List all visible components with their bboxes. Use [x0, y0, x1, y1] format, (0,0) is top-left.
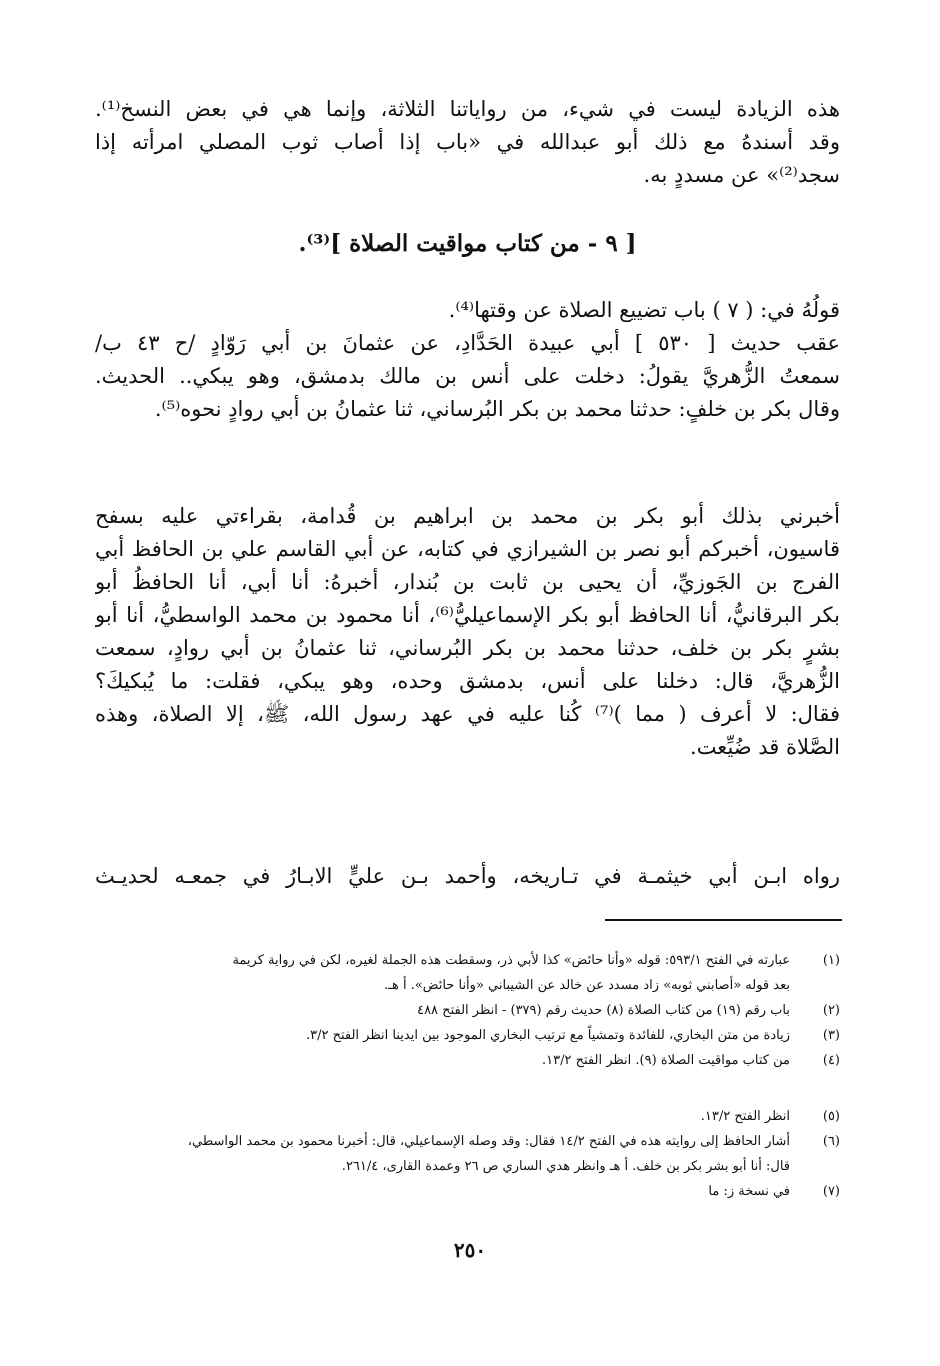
paragraph-2: [95, 294, 840, 426]
footnote: [95, 1048, 840, 1073]
footnote: [95, 1179, 840, 1204]
paragraph-1: [95, 93, 840, 192]
page-number: ٢٥٠: [453, 1238, 487, 1262]
footnote-number: (١): [822, 953, 840, 968]
footnote-number: (٥): [822, 1109, 840, 1124]
text-line: سمعتُ الزُّهريَّ يقولُ: دخلت على أنس بن مالك بدمشق، وهو يبكي.. الحديث.: [95, 364, 840, 388]
footnote-text: من كتاب مواقيت الصلاة (٩). انظر الفتح ١٣/٢.: [542, 1053, 790, 1068]
text-line: الفرج بن الجَوزيِّ، أن يحيى بن ثابت بن بُندار، أخبرهُ: أنا أبي، أنا الحافظُ أبو: [95, 570, 840, 594]
footnote-number: (٦): [822, 1134, 840, 1149]
footnote-number: (٤): [822, 1053, 840, 1068]
text-line: فقال: لا أعرف ( مما )⁽⁷⁾ كُنا عليه في عهد رسول الله، ﷺ، إلا الصلاة، وهذه: [95, 702, 840, 726]
footnote: [95, 1023, 840, 1048]
footnote-text: انظر الفتح ١٣/٢.: [700, 1109, 790, 1124]
footnote: [95, 998, 840, 1023]
footnote-text: قال: أنا أبو بشر بكر بن خلف. أ هـ وانظر هدي الساري ص ٢٦ وعمدة القارى، ٢٦١/٤.: [341, 1159, 790, 1174]
text-line: أخبرني بذلك أبو بكر بن محمد بن ابراهيم بن قُدامة، بقراءتي عليه بسفح: [95, 504, 840, 528]
text-line: رواه ابـن أبي خيثمـة في تـاريخه، وأحمد بـن عليٍّ الابـارُ في جمعـه لحديـث: [95, 864, 840, 888]
footnote-text: في نسخة ز: ما: [708, 1184, 790, 1199]
text-line: سجد⁽²⁾» عن مسددٍ به.: [643, 163, 840, 187]
footnote: [95, 1129, 840, 1154]
footnote-separator: [605, 919, 842, 921]
footnote-text: زيادة من متن البخاري، للفائدة وتمشياً مع ترتيب البخاري الموجود بين ايدينا انظر الفتح ٣/٢.: [305, 1028, 790, 1043]
footnote-text: أشار الحافظ إلى روايته هذه في الفتح ١٤/٢ فقال: وقد وصله الإسماعيلي، قال: أخبرنا محمود بن محمد الواسطي،: [187, 1134, 790, 1149]
paragraph-3: [95, 500, 840, 764]
footnote: [95, 948, 840, 973]
footnotes-group-1: [95, 948, 840, 1073]
text-line: بشرٍ بكر بن خلف، حدثنا محمد بن بكر البُرساني، ثنا عثمانُ بن أبي روادٍ، سمعت: [95, 636, 840, 660]
footnote-number: (٧): [822, 1184, 840, 1199]
section-heading: [ ٩ - من كتاب مواقيت الصلاة ]⁽³⁾.: [298, 230, 637, 257]
text-line: هذه الزيادة ليست في شيء، من رواياتنا الثلاثة، وإنما هي في بعض النسخ⁽¹⁾.: [95, 97, 840, 121]
footnotes-group-2: [95, 1104, 840, 1204]
footnote-number: (٣): [822, 1028, 840, 1043]
footnote-text: عبارته في الفتح ٥٩٣/١: قوله «وأنا حائض» كذا لأبي ذر، وسقطت هذه الجملة لغيره، لكن في رواية كريمة: [232, 953, 790, 968]
text-line: قولُهُ في: ( ٧ ) باب تضييع الصلاة عن وقتها⁽⁴⁾.: [448, 298, 840, 322]
text-line: الزُّهريَّ، قال: دخلنا على أنس، بدمشق وحده، وهو يبكي، فقلت: ما يُبكيكَ؟: [95, 669, 840, 693]
text-line: وقال بكر بن خلفٍ: حدثنا محمد بن بكر البُرساني، ثنا عثمانُ بن أبي روادٍ نحوه⁽⁵⁾.: [154, 397, 840, 421]
text-line: قاسيون، أخبركم أبو نصر بن الشيرازي في كتابه، عن أبي القاسم علي بن الحافظ أبي: [95, 537, 840, 561]
text-line: الصَّلاة قد ضُيِّعت.: [690, 735, 840, 759]
text-line: بكر البرقانيُّ، أنا الحافظ أبو بكر الإسماعيليُّ⁽⁶⁾، أنا محمود بن محمد الواسطيُّ، أنا أبو: [95, 603, 840, 627]
footnote-text: باب رقم (١٩) من كتاب الصلاة (٨) حديث رقم (٣٧٩) - انظر الفتح ٤٨٨: [417, 1003, 790, 1018]
footnote: [95, 973, 840, 998]
paragraph-4: [95, 860, 840, 893]
footnote: [95, 1104, 840, 1129]
footnote-number: (٢): [822, 1003, 840, 1018]
footnote: [95, 1154, 840, 1179]
footnote-text: بعد قوله «أصابني ثوبه» زاد مسدد عن خالد عن الشيباني «وأنا حائض». أ هـ.: [384, 978, 790, 993]
text-line: عقب حديث [ ٥٣٠ ] أبي عبيدة الحَدَّادِ، عن عثمانَ بن أبي رَوّادٍ /ح ٤٣ ب/: [95, 331, 840, 355]
text-line: وقد أسندهُ مع ذلك أبو عبدالله في «باب إذا أصاب ثوب المصلي امرأته إذا: [95, 130, 840, 154]
